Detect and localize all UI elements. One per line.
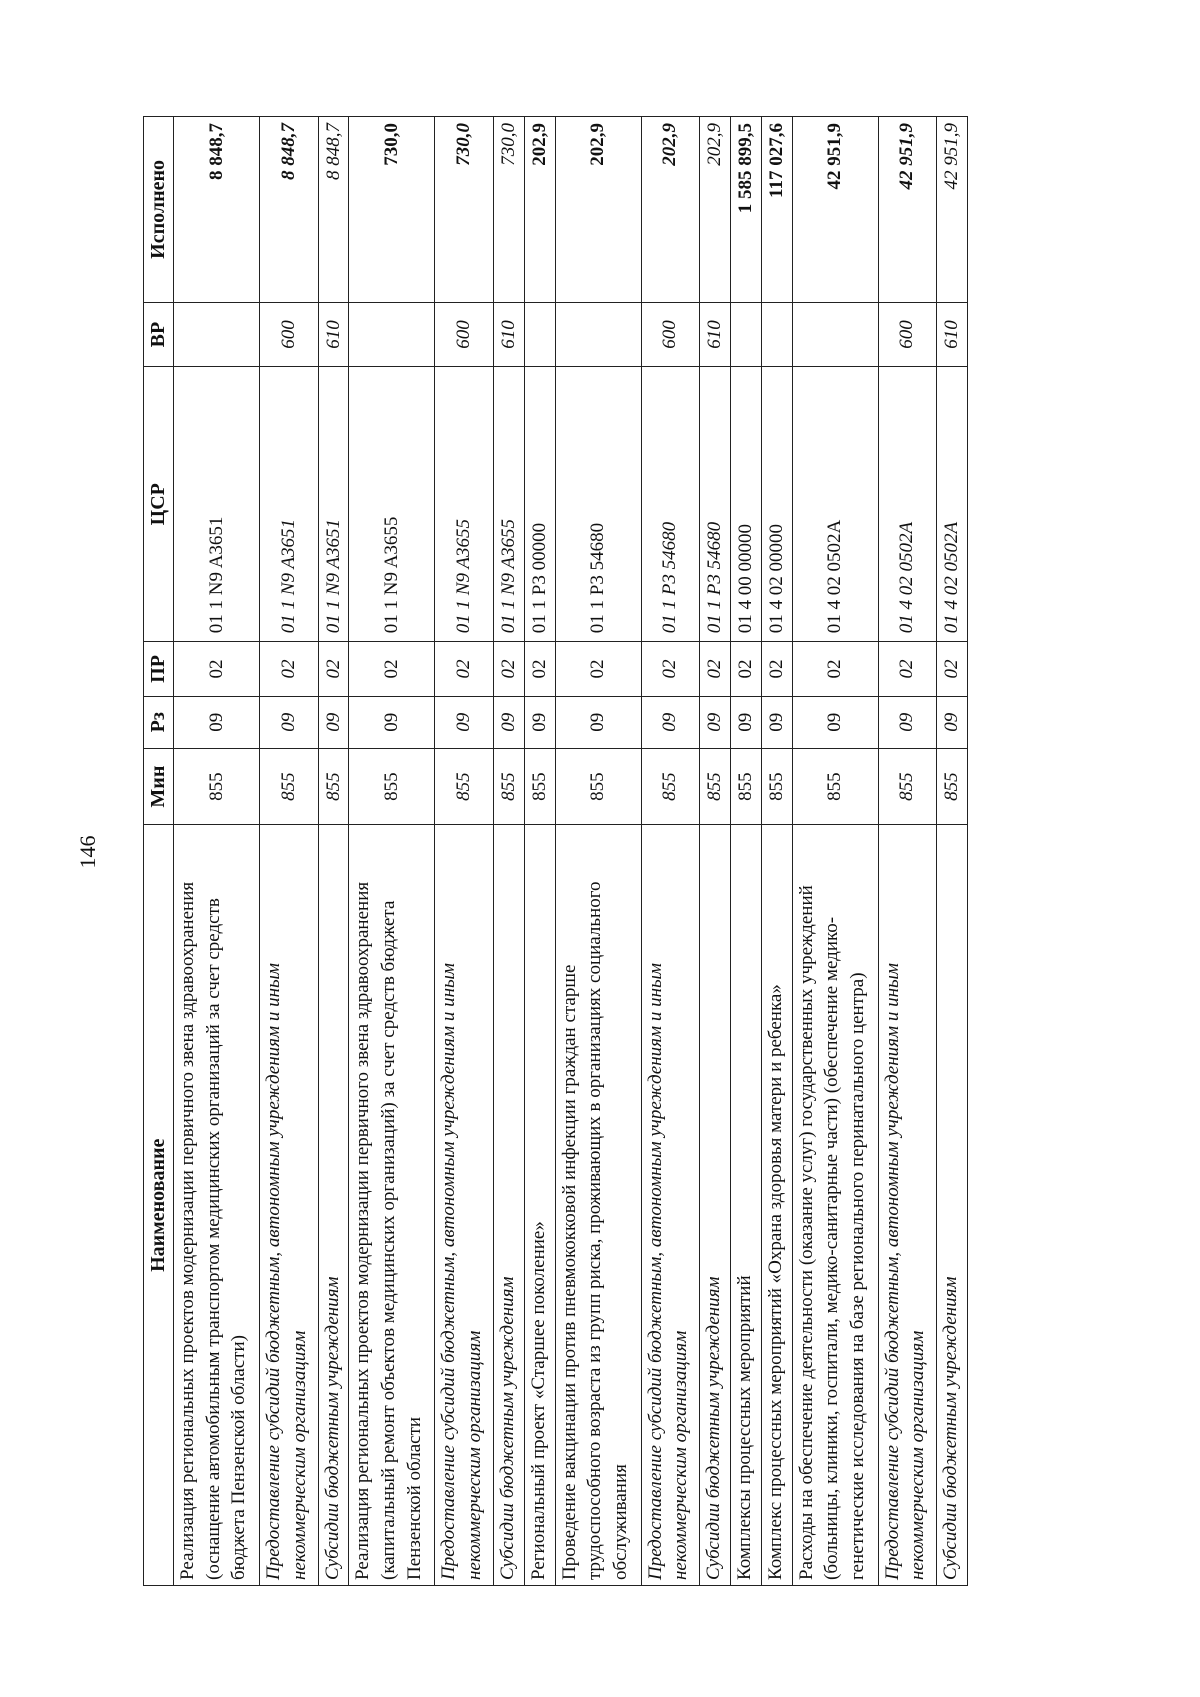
row-name: Предоставление субсидий бюджетным, автономным учреждениям и иным некоммерческим организациям: [260, 825, 318, 1586]
row-name: Предоставление субсидий бюджетным, автономным учреждениям и иным некоммерческим организациям: [641, 825, 699, 1586]
row-csr: 01 4 02 0502A: [937, 367, 968, 642]
row-csr: 01 4 02 0502A: [792, 367, 878, 642]
row-vr: [524, 302, 555, 366]
row-vr: 600: [641, 302, 699, 366]
row-csr: 01 1 N9 A3655: [493, 367, 524, 642]
table-row: [174, 117, 260, 1586]
row-name: Комплексы процессных мероприятий: [730, 825, 761, 1586]
row-csr: 01 1 P3 54680: [555, 367, 641, 642]
row-rz: 09: [260, 696, 318, 748]
row-min: 855: [730, 748, 761, 825]
row-name: Субсидии бюджетным учреждениям: [700, 825, 731, 1586]
row-rz: 09: [349, 696, 435, 748]
row-done: 8 848,7: [174, 117, 260, 303]
row-min: 855: [792, 748, 878, 825]
row-vr: [349, 302, 435, 366]
row-min: 855: [174, 748, 260, 825]
row-vr: [174, 302, 260, 366]
row-done: 42 951,9: [792, 117, 878, 303]
row-pr: 02: [555, 642, 641, 696]
row-rz: 09: [700, 696, 731, 748]
row-vr: 610: [937, 302, 968, 366]
row-rz: 09: [493, 696, 524, 748]
row-vr: 600: [260, 302, 318, 366]
row-pr: 02: [349, 642, 435, 696]
row-name: Проведение вакцинации против пневмококковой инфекции граждан старше трудоспособного возраста из групп риска, проживающих в организациях социального обслуживания: [555, 825, 641, 1586]
table-row: [524, 117, 555, 1586]
row-min: 855: [318, 748, 349, 825]
row-name: Реализация региональных проектов модернизации первичного звена здравоохранения (капитальный ремонт объектов медицинских организаций) за счет средств бюджета Пензенской области: [349, 825, 435, 1586]
row-min: 855: [555, 748, 641, 825]
row-rz: 09: [792, 696, 878, 748]
row-done: 202,9: [641, 117, 699, 303]
budget-table: [143, 116, 968, 1586]
row-pr: 02: [435, 642, 493, 696]
row-csr: 01 4 00 00000: [730, 367, 761, 642]
row-done: 202,9: [524, 117, 555, 303]
row-pr: 02: [493, 642, 524, 696]
table-header-row: [144, 117, 174, 1586]
table-row: [730, 117, 761, 1586]
table-row: [937, 117, 968, 1586]
row-pr: 02: [641, 642, 699, 696]
column-header-csr: ЦСР: [144, 367, 174, 642]
row-done: 117 027,6: [761, 117, 792, 303]
row-vr: [792, 302, 878, 366]
row-pr: 02: [524, 642, 555, 696]
table-row: [761, 117, 792, 1586]
row-name: Региональный проект «Старшее поколение»: [524, 825, 555, 1586]
row-name: Субсидии бюджетным учреждениям: [493, 825, 524, 1586]
table-row: [349, 117, 435, 1586]
row-min: 855: [937, 748, 968, 825]
table-row: [700, 117, 731, 1586]
table-row: [555, 117, 641, 1586]
column-header-vr: ВР: [144, 302, 174, 366]
row-vr: 600: [435, 302, 493, 366]
row-min: 855: [493, 748, 524, 825]
row-min: 855: [524, 748, 555, 825]
table-row: [878, 117, 936, 1586]
row-done: 42 951,9: [937, 117, 968, 303]
row-pr: 02: [174, 642, 260, 696]
row-done: 730,0: [349, 117, 435, 303]
row-name: Предоставление субсидий бюджетным, автономным учреждениям и иным некоммерческим организациям: [878, 825, 936, 1586]
row-csr: 01 1 N9 A3655: [349, 367, 435, 642]
row-vr: [730, 302, 761, 366]
column-header-pr: ПР: [144, 642, 174, 696]
table-row: [792, 117, 878, 1586]
row-csr: 01 4 02 0502A: [878, 367, 936, 642]
row-vr: 610: [700, 302, 731, 366]
row-name: Субсидии бюджетным учреждениям: [318, 825, 349, 1586]
row-csr: 01 1 P3 54680: [641, 367, 699, 642]
column-header-min: Мин: [144, 748, 174, 825]
row-rz: 09: [318, 696, 349, 748]
row-rz: 09: [524, 696, 555, 748]
row-min: 855: [260, 748, 318, 825]
row-done: 730,0: [435, 117, 493, 303]
row-min: 855: [641, 748, 699, 825]
budget-table-container: [143, 116, 968, 1586]
row-done: 1 585 899,5: [730, 117, 761, 303]
row-csr: 01 1 N9 A3655: [435, 367, 493, 642]
column-header-done: Исполнено: [144, 117, 174, 303]
row-done: 8 848,7: [318, 117, 349, 303]
row-min: 855: [349, 748, 435, 825]
row-min: 855: [435, 748, 493, 825]
row-rz: 09: [761, 696, 792, 748]
row-name: Комплекс процессных мероприятий «Охрана здоровья матери и ребенка»: [761, 825, 792, 1586]
row-pr: 02: [937, 642, 968, 696]
row-vr: 610: [318, 302, 349, 366]
row-done: 202,9: [700, 117, 731, 303]
row-name: Предоставление субсидий бюджетным, автономным учреждениям и иным некоммерческим организациям: [435, 825, 493, 1586]
row-csr: 01 1 N9 A3651: [318, 367, 349, 642]
row-pr: 02: [761, 642, 792, 696]
row-pr: 02: [318, 642, 349, 696]
row-csr: 01 1 N9 A3651: [260, 367, 318, 642]
row-pr: 02: [260, 642, 318, 696]
table-row: [318, 117, 349, 1586]
row-name: Расходы на обеспечение деятельности (оказание услуг) государственных учреждений (больницы, клиники, госпитали, медико-санитарные части) (обеспечение медико-генетические исследования на базе регионального перинатального центра): [792, 825, 878, 1586]
row-done: 8 848,7: [260, 117, 318, 303]
table-row: [493, 117, 524, 1586]
row-csr: 01 1 P3 00000: [524, 367, 555, 642]
page-number: 146: [75, 835, 100, 869]
table-row: [260, 117, 318, 1586]
row-rz: 09: [641, 696, 699, 748]
row-csr: 01 1 P3 54680: [700, 367, 731, 642]
row-rz: 09: [174, 696, 260, 748]
row-rz: 09: [730, 696, 761, 748]
row-min: 855: [700, 748, 731, 825]
row-rz: 09: [555, 696, 641, 748]
row-vr: [761, 302, 792, 366]
row-name: Реализация региональных проектов модернизации первичного звена здравоохранения (оснащение автомобильным транспортом медицинских организаций за счет средств бюджета Пензенской области): [174, 825, 260, 1586]
row-rz: 09: [435, 696, 493, 748]
row-name: Субсидии бюджетным учреждениям: [937, 825, 968, 1586]
row-rz: 09: [878, 696, 936, 748]
row-vr: 610: [493, 302, 524, 366]
column-header-name: Наименование: [144, 825, 174, 1586]
row-done: 42 951,9: [878, 117, 936, 303]
row-done: 202,9: [555, 117, 641, 303]
row-done: 730,0: [493, 117, 524, 303]
row-csr: 01 4 02 00000: [761, 367, 792, 642]
row-vr: [555, 302, 641, 366]
row-pr: 02: [792, 642, 878, 696]
row-min: 855: [761, 748, 792, 825]
row-csr: 01 1 N9 A3651: [174, 367, 260, 642]
row-pr: 02: [878, 642, 936, 696]
row-pr: 02: [730, 642, 761, 696]
row-min: 855: [878, 748, 936, 825]
row-pr: 02: [700, 642, 731, 696]
row-vr: 600: [878, 302, 936, 366]
table-row: [641, 117, 699, 1586]
column-header-rz: Рз: [144, 696, 174, 748]
row-rz: 09: [937, 696, 968, 748]
table-row: [435, 117, 493, 1586]
